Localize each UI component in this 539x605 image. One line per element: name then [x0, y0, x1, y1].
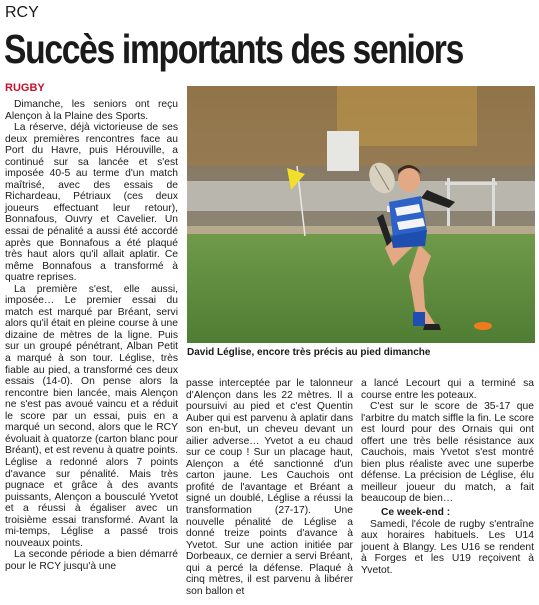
- paragraph: La seconde période a bien démarré pour le RCY jusqu'à une: [5, 549, 178, 572]
- kicker-rcy: RCY: [5, 4, 39, 21]
- article-column-2: [186, 378, 353, 597]
- rubric-label: RUGBY: [5, 82, 45, 94]
- paragraph: C'est sur le score de 35-17 que l'arbitre du match siffle la fin. Le score est lourd pour des Ornais qui ont offert une très belle résistance aux Cauchois, mais Yvetot s'est montré bien plus réaliste avec une superbe défense. La précision de Léglise, élu meilleur joueur du match, a fait beaucoup de bien…: [361, 401, 534, 505]
- headline: Succès importants des seniors: [4, 26, 463, 72]
- photo-caption: David Léglise, encore très précis au pied dimanche: [187, 347, 431, 358]
- paragraph: a lancé Lecourt qui a terminé sa course entre les poteaux.: [361, 378, 534, 401]
- rugby-photo: [187, 86, 535, 343]
- paragraph: Samedi, l'école de rugby s'entraîne aux horaires habituels. Les U14 jouent à Blangy. Les U16 se rendent à Forges et les U19 reçoivent à Yvetot.: [361, 518, 534, 576]
- paragraph: La réserve, déjà victorieuse de ses deux premières rencontres face au Port du Havre, puis Hérouville, a continué sur sa lancée et s'est imposée 40-5 au terme d'un match maîtrisé, avec des essais de Richardeau, Pétriaux (ces deux joueurs effectuant leur retour), Bonnafous, Ouvry et Cavelier. Un essai de pénalité a aussi été accordé après que Bonnafous a été plaqué très haut alors qu'il allait aplatir. Ce même Bonnafous a transformé à quatre reprises.: [5, 122, 178, 284]
- paragraph: passe interceptée par le talonneur d'Alençon dans les 22 mètres. Il a poursuivi au pied et c'est Quentin Auber qui est parvenu à aplatir dans son en-but, un cheveu devant un ailier adverse… Yvetot a eu chaud sur ce coup ! Sur un placage haut, Alençon a été sanctionné d'un carton jaune. Les Cauchois ont profité de l'avantage et Bréant a signé un doublé, Léglise a réussi la transformation (27-17). Une nouvelle pénalité de Léglise a donné treize points d'avance à Yvetot. Sur une action initiée par Dorbeaux, ce dernier a servi Bréant, qui a percé la défense. Plaqué à cinq mètres, il est parvenu à libérer son ballon et: [186, 378, 353, 597]
- article-column-3: [361, 378, 534, 576]
- article-column-1: [5, 99, 178, 572]
- paragraph: La première s'est, elle aussi, imposée… Le premier essai du match est marqué par Bréant, servi alors qu'il était en pleine course à une dizaine de mètres de la ligne. Puis sur un groupé pénétrant, Alban Petit a marqué à son tour. Léglise, très fiable au pied, a transformé ces deux essais (14-0). On pense alors la rencontre bien lancée, mais Alençon ne s'est pas avoué vaincu et a réduit le score par un essai, puis en a marqué un second, alors que le RCY évoluait à quatorze (carton blanc pour Bréant), et est revenu à quatre points. Léglise a redonné alors 7 points d'avance sur pénalité. Mais très pugnace et grâce à des avants puissants, Alençon a bousculé Yvetot et a réussi à égaliser avec un troisième essai transformé. Avant la mi-temps, Léglise a passé trois nouveaux points.: [5, 283, 178, 549]
- weekend-subhead: Ce week-end :: [381, 507, 451, 519]
- paragraph: Dimanche, les seniors ont reçu Alençon à la Plaine des Sports.: [5, 99, 178, 122]
